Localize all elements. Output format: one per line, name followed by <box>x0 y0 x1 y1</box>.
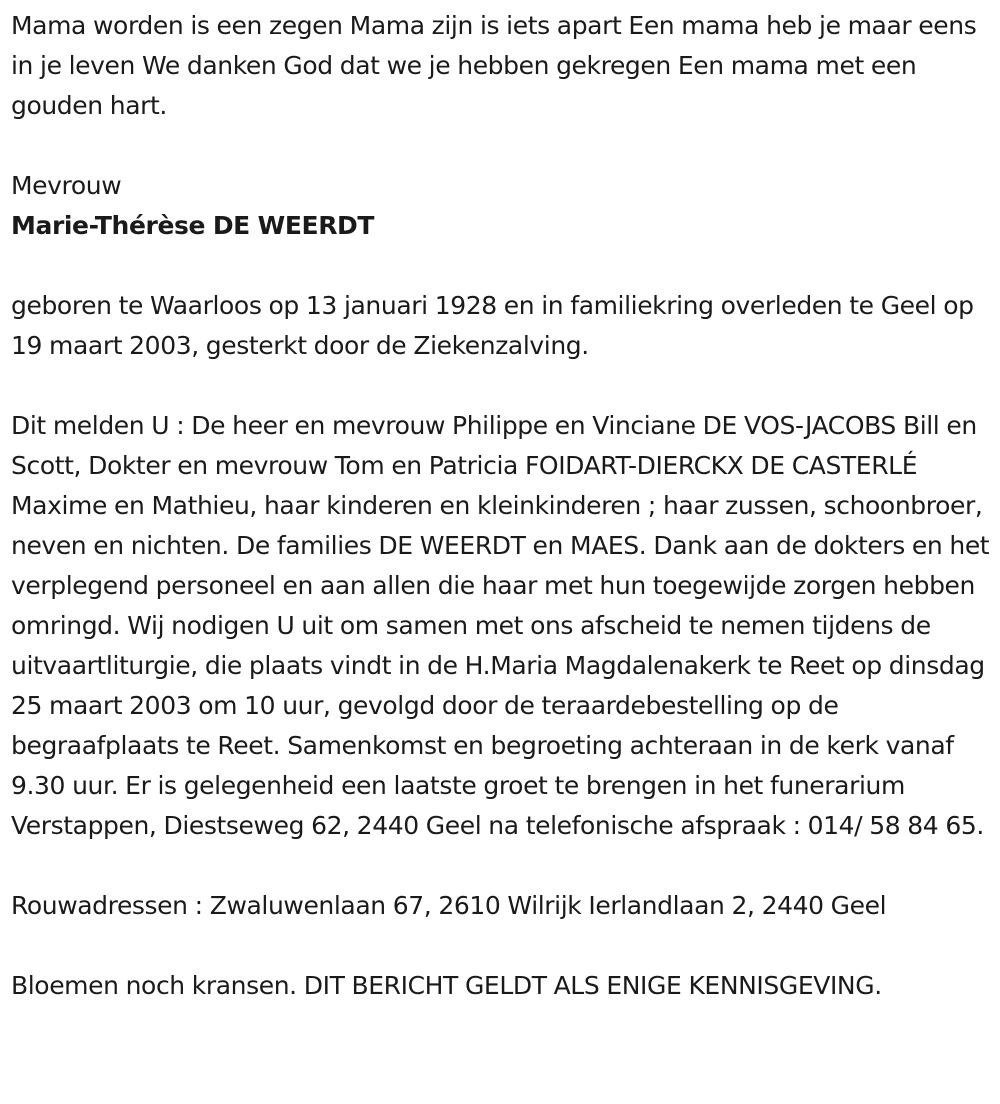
spacer <box>11 926 991 966</box>
closing-notice: Bloemen noch kransen. DIT BERICHT GELDT ALS ENIGE KENNISGEVING. <box>11 971 882 1000</box>
announcement-paragraph: Dit melden U : De heer en mevrouw Philippe en Vinciane DE VOS-JACOBS Bill en Scott, Dokter en mevrouw Tom en Patricia FOIDART-DIERCKX DE CASTERLÉ Maxime en Mathieu, haar kinderen en kleinkinderen ; haar zussen, schoonbroer, neven en nichten. De families DE WEERDT en MAES. Dank aan de dokters en het verplegend personeel en aan allen die haar met hun toegewijde zorgen hebben omringd. Wij nodigen U uit om samen met ons afscheid te nemen tijdens de uitvaartliturgie, die plaats vindt in de H.Maria Magdalenakerk te Reet op dinsdag 25 maart 2003 om 10 uur, gevolgd door de teraardebestelling op de begraafplaats te Reet. Samenkomst en begroeting achteraan in de kerk vanaf 9.30 uur. Er is gelegenheid een laatste groet te brengen in het funerarium Verstappen, Diestseweg 62, 2440 Geel na telefonische afspraak : 014/ 58 84 65. <box>11 411 990 840</box>
mourning-addresses: Rouwadressen : Zwaluwenlaan 67, 2610 Wilrijk Ierlandlaan 2, 2440 Geel <box>11 891 887 920</box>
spacer <box>11 246 991 286</box>
spacer <box>11 366 991 406</box>
poem-paragraph: Mama worden is een zegen Mama zijn is iets apart Een mama heb je maar eens in je leven We danken God dat we je hebben gekregen Een mama met een gouden hart. <box>11 11 977 120</box>
spacer <box>11 126 991 166</box>
spacer <box>11 846 991 886</box>
deceased-name: Marie-Thérèse DE WEERDT <box>11 211 375 240</box>
obituary-document <box>11 6 991 1006</box>
birth-death-paragraph: geboren te Waarloos op 13 januari 1928 en in familiekring overleden te Geel op 19 maart 2003, gesterkt door de Ziekenzalving. <box>11 291 974 360</box>
salutation: Mevrouw <box>11 171 122 200</box>
